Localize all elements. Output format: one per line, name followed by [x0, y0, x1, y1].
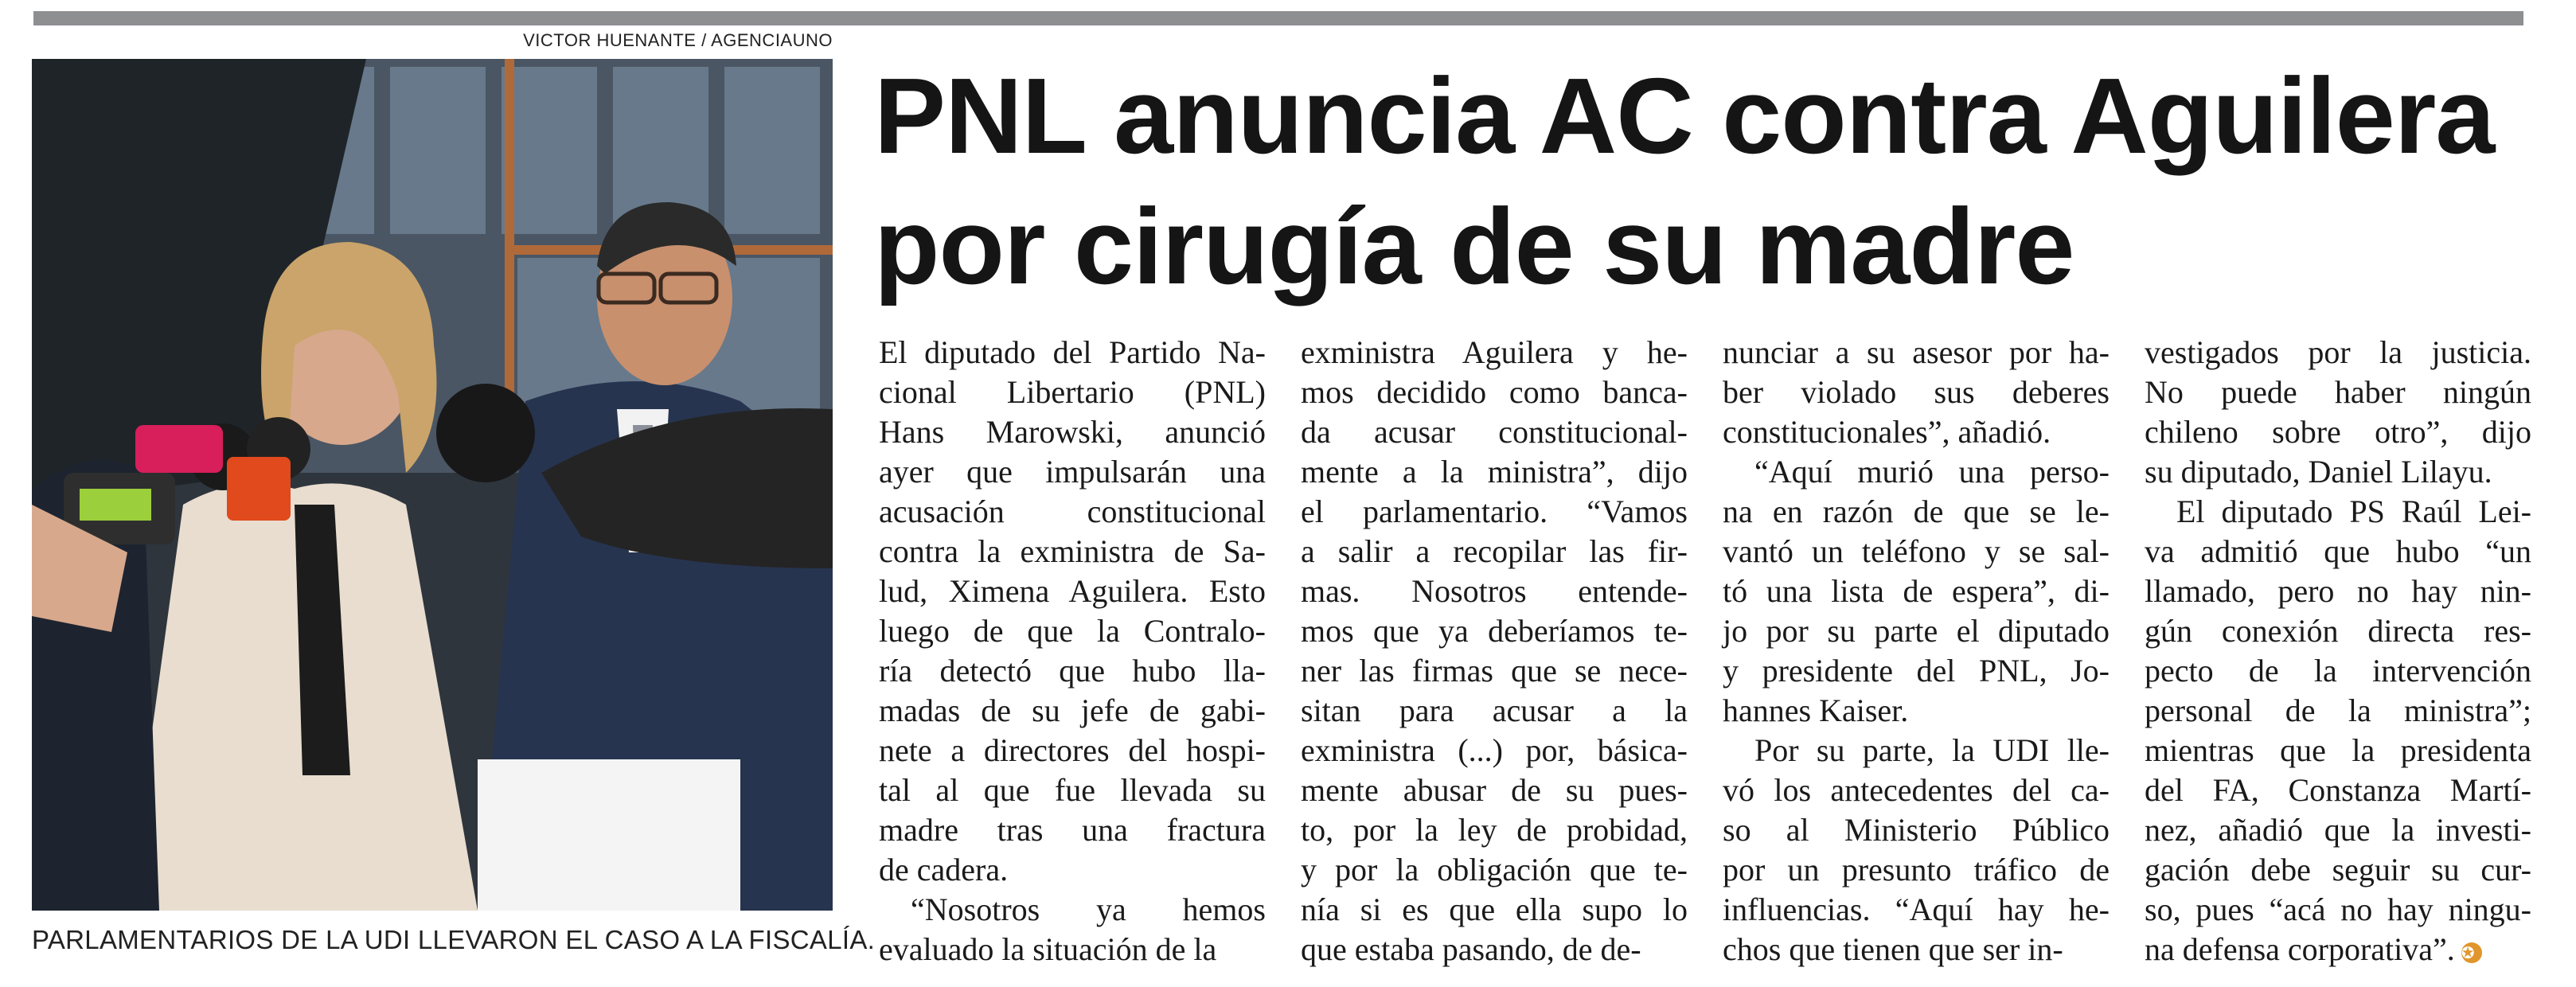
article-line: mas. Nosotros entende-: [1301, 573, 1688, 609]
article-line: so, pues “acá no hay ningu-: [2145, 891, 2531, 927]
article-line: por un presunto tráfico de: [1723, 852, 2110, 888]
article-line: mos que ya deberíamos te-: [1301, 613, 1688, 649]
article-line: chos que tienen que ser in-: [1723, 931, 2063, 967]
article-line: vó los antecedentes del ca-: [1723, 772, 2110, 808]
article-line: luego de que la Contralo-: [879, 613, 1266, 649]
article-line: “Nosotros ya hemos: [911, 891, 1266, 927]
article-line: nez, añadió que la investi-: [2145, 812, 2531, 848]
article-column-4: [2145, 333, 2531, 969]
article-line: madas de su jefe de gabi-: [879, 692, 1266, 728]
article-line: mientras que la presidenta: [2145, 732, 2531, 768]
article-column-3: [1723, 333, 2110, 969]
article-line: exministra Aguilera y he-: [1301, 334, 1688, 370]
article-paragraph: [1723, 452, 2110, 731]
article-paragraph: [879, 890, 1266, 969]
article-line: gún conexión directa res-: [2145, 613, 2531, 649]
article-line: acusación constitucional: [879, 494, 1266, 529]
article-line: na defensa corporativa”. ✪: [2145, 930, 2531, 969]
article-line: llamado, pero no hay nin-: [2145, 573, 2531, 609]
article-line: El diputado PS Raúl Lei-: [2176, 494, 2531, 529]
article-line: lud, Ximena Aguilera. Esto: [879, 573, 1266, 609]
article-line: ner las firmas que se nece-: [1301, 653, 1688, 689]
headline-line-1: PNL anuncia AC contra Aguilera: [874, 56, 2495, 176]
article-line: evaluado la situación de la: [879, 931, 1217, 967]
article-paragraph: [1723, 731, 2110, 969]
article-line: “Aquí murió una perso-: [1754, 454, 2110, 490]
article-column-1: [879, 333, 1266, 969]
article-line: jo por su parte el diputado: [1723, 613, 2110, 649]
article-line: nunciar a su asesor por ha-: [1723, 334, 2110, 370]
article-line: to, por la ley de probidad,: [1301, 812, 1688, 848]
article-paragraph: [2145, 333, 2531, 492]
article-line: nete a directores del hospi-: [879, 732, 1266, 768]
article-line: gación debe seguir su cur-: [2145, 852, 2531, 888]
article-line: y por la obligación que te-: [1301, 852, 1688, 888]
article-line: su diputado, Daniel Lilayu.: [2145, 454, 2492, 490]
article-line: pecto de la intervención: [2145, 653, 2531, 689]
article-line: a salir a recopilar las fir-: [1301, 533, 1688, 569]
top-rule: [33, 11, 2523, 25]
article-paragraph: [1301, 333, 1688, 969]
article-line: exministra (...) por, básica-: [1301, 732, 1688, 768]
article-line: ber violado sus deberes: [1723, 374, 2110, 410]
article-line: mente a la ministra”, dijo: [1301, 454, 1688, 490]
article-line: da acusar constitucional-: [1301, 414, 1688, 450]
article-line: El diputado del Partido Na-: [879, 334, 1266, 370]
headline: [874, 51, 2530, 312]
article-line: na en razón de que se le-: [1723, 494, 2110, 529]
article-line: hannes Kaiser.: [1723, 692, 1909, 728]
article-line: vantó un teléfono y se sal-: [1723, 533, 2110, 569]
headline-line-2: por cirugía de su madre: [874, 186, 2074, 306]
article-line: vestigados por la justicia.: [2145, 334, 2531, 370]
article-paragraph: [879, 333, 1266, 890]
article-line: No puede haber ningún: [2145, 374, 2531, 410]
article-line: contra la exministra de Sa-: [879, 533, 1266, 569]
article-line: el parlamentario. “Vamos: [1301, 494, 1688, 529]
article-line: chileno sobre otro”, dijo: [2145, 414, 2531, 450]
article-column-2: [1301, 333, 1688, 969]
article-line: tal al que fue llevada su: [879, 772, 1266, 808]
article-line: influencias. “Aquí hay he-: [1723, 891, 2110, 927]
article-line: nía si es que ella supo lo: [1301, 891, 1688, 927]
article-line: Hans Marowski, anunció: [879, 414, 1266, 450]
article-line: y presidente del PNL, Jo-: [1723, 653, 2110, 689]
article-line: de cadera.: [879, 852, 1009, 888]
photo-caption: PARLAMENTARIOS DE LA UDI LLEVARON EL CASO A LA FISCALÍA.: [32, 925, 876, 954]
article-line: cional Libertario (PNL): [879, 374, 1266, 410]
news-photo: [32, 59, 833, 911]
article-line: que estaba pasando, de de-: [1301, 931, 1641, 967]
end-of-article-icon: ✪: [2461, 942, 2482, 963]
article-line: ayer que impulsarán una: [879, 454, 1266, 490]
article-line: va admitió que hubo “un: [2145, 533, 2531, 569]
article-line: sitan para acusar a la: [1301, 692, 1688, 728]
article-line: madre tras una fractura: [879, 812, 1266, 848]
article-line: del FA, Constanza Martí-: [2145, 772, 2531, 808]
article-line: tó una lista de espera”, di-: [1723, 573, 2110, 609]
article-line: Por su parte, la UDI lle-: [1754, 732, 2110, 768]
photo-credit: VICTOR HUENANTE / AGENCIAUNO: [523, 30, 833, 50]
article-line: ría detectó que hubo lla-: [879, 653, 1266, 689]
article-paragraph: [2145, 492, 2531, 969]
article-line: mos decidido como banca-: [1301, 374, 1688, 410]
article-paragraph: [1723, 333, 2110, 452]
article-line: personal de la ministra”;: [2145, 692, 2531, 728]
article-line: constitucionales”, añadió.: [1723, 414, 2051, 450]
article-line: mente abusar de su pues-: [1301, 772, 1688, 808]
article-line: so al Ministerio Público: [1723, 812, 2110, 848]
